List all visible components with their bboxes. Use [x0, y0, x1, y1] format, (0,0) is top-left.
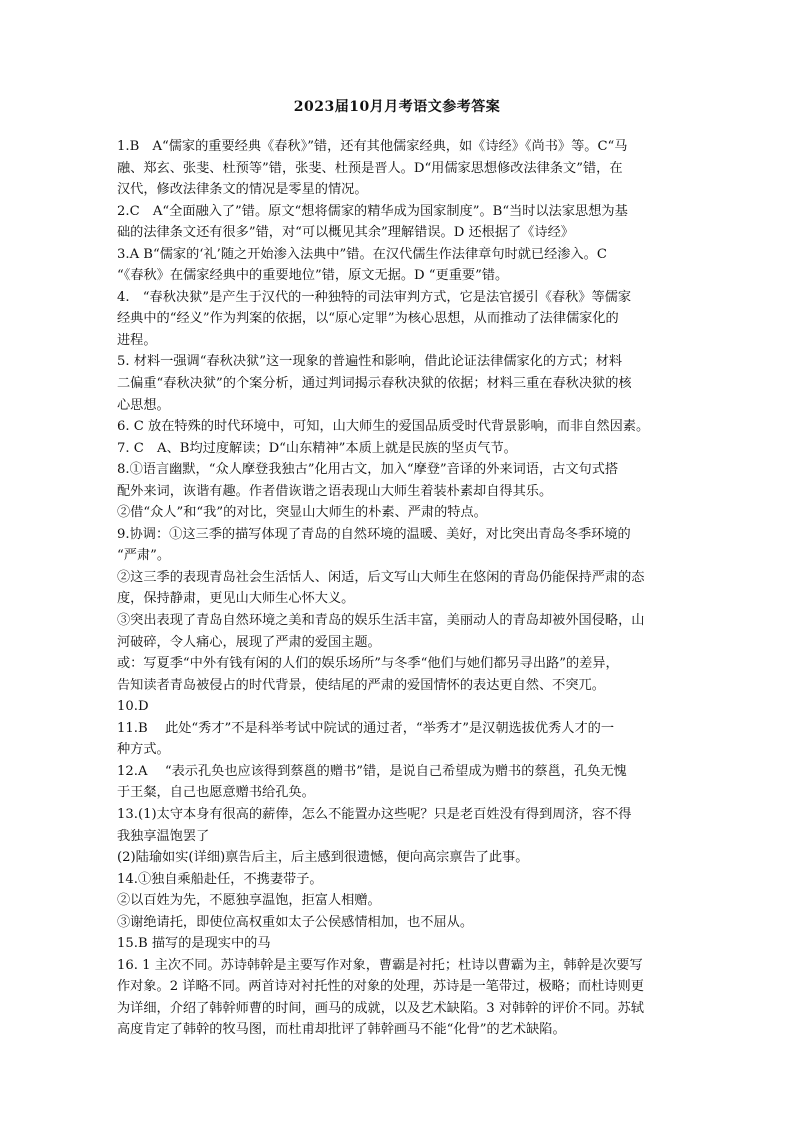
answer-line: 度，保持静肃，更见山大师生心怀大义。: [117, 591, 355, 607]
answer-line: 为详细，介绍了韩幹师曹的时间，画马的成就，以及艺术缺陷。3 对韩幹的评价不同。苏轼: [117, 1000, 644, 1016]
answer-line: ②以百姓为先，不愿独享温饱，拒富人相赠。: [117, 893, 381, 909]
answer-line: 融、郑玄、张斐、杜预等”错，张斐、杜预是晋人。D“用儒家思想修改法律条文”错，在: [117, 160, 623, 176]
answer-line: 配外来词，诙谐有趣。作者借诙谐之语表现山大师生着装朴素却自得其乐。: [117, 483, 553, 499]
answer-line: 础的法律条文还有很多”错，对“可以概见其余”理解错误。D 还根据了《诗经》: [117, 225, 574, 241]
answer-line: 12.A “表示孔奂也应该得到蔡邕的赠书”错，是说自己希望成为赠书的蔡邕，孔奂无愧: [117, 763, 627, 779]
answer-line: 河破碎，令人痛心，展现了严肃的爱国主题。: [117, 634, 381, 650]
answer-line: 1.B A“儒家的重要经典《春秋》”错，还有其他儒家经典，如《诗经》《尚书》等。C“马: [117, 139, 628, 154]
answer-line: 经典中的“经义”作为判案的依据，以“原心定罪”为核心思想，从而推动了法律儒家化的: [117, 311, 619, 327]
answer-line: 高度肯定了韩幹的牧马图，而杜甫却批评了韩幹画马不能“化骨”的艺术缺陷。: [117, 1022, 566, 1038]
answer-line: 二偏重“春秋决狱”的个案分析，通过判词揭示春秋决狱的依据；材料三重在春秋决狱的核: [117, 376, 632, 392]
answer-line: ③突出表现了青岛自然环境之美和青岛的娱乐生活丰富，美丽动人的青岛却被外国侵略，山: [117, 613, 645, 629]
answer-line: 我独享温饱罢了: [117, 828, 210, 844]
answer-line: 8.①语言幽默，“众人摩登我独古”化用古文，加入“摩登”音译的外来词语，古文句式搭: [117, 462, 619, 478]
answer-line: 5. 材料一强调“春秋决狱”这一现象的普遍性和影响，借此论证法律儒家化的方式；材料: [117, 354, 623, 370]
answer-line: 10.D: [117, 699, 149, 715]
answer-line: 汉代，修改法律条文的情况是零星的情况。: [117, 182, 368, 198]
answer-line: 11.B 此处“秀才”不是科举考试中院试的通过者，“举秀才”是汉朝选拔优秀人才的一: [117, 720, 615, 736]
answer-line: 9.协调：①这三季的描写体现了青岛的自然环境的温暖、美好，对比突出青岛冬季环境的: [117, 526, 631, 542]
answer-line: 告知读者青岛被侵占的时代背景，使结尾的严肃的爱国情怀的表达更自然、不突兀。: [117, 677, 605, 693]
answer-line: 于王粲，自己也愿意赠书给孔奂。: [117, 785, 315, 801]
answer-line: 6. C 放在特殊的时代环境中，可知，山大师生的爱国品质受时代背景影响，而非自然因素。: [117, 419, 650, 435]
answer-line: 进程。: [117, 332, 157, 348]
answer-line: 3.A B“儒家的‘礼’随之开始渗入法典中”错。在汉代儒生作法律章句时就已经渗入。C: [117, 246, 607, 262]
answer-line: 14.①独自乘船赴任，不携妻带子。: [117, 871, 323, 887]
answer-line: ②这三季的表现青岛社会生活恬人、闲适，后文写山大师生在悠闲的青岛仍能保持严肃的态: [117, 569, 645, 585]
answer-line: ③谢绝请托，即使位高权重如太子公侯感情相加，也不屈从。: [117, 914, 474, 930]
answer-line: 心思想。: [117, 397, 170, 413]
answer-line: “《春秋》在儒家经典中的重要地位”错，原文无据。D “更重要”错。: [117, 268, 509, 284]
answer-line: “严肃”。: [117, 548, 171, 564]
answer-line: 13.(1)太守本身有很高的薪俸，怎么不能置办这些呢？只是老百姓没有得到周济，容不得: [117, 806, 632, 822]
answer-line: 或：写夏季“中外有钱有闲的人们的娱乐场所”与冬季“他们与她们都另寻出路”的差异，: [117, 656, 619, 672]
answer-line: 4. “春秋决狱”是产生于汉代的一种独特的司法审判方式，它是法官援引《春秋》等儒家: [117, 289, 631, 305]
answer-line: (2)陆瑜如实(详细)禀告后主，后主感到很遗憾，便向高宗禀告了此事。: [117, 850, 529, 866]
answer-body: [117, 136, 683, 1041]
answer-line: 种方式。: [117, 742, 170, 758]
answer-line: ②借“众人”和“我”的对比，突显山大师生的朴素、严肃的特点。: [117, 505, 487, 521]
answer-line: 15.B 描写的是现实中的马: [117, 936, 271, 952]
page-title: 2023届10月月考语文参考答案: [293, 99, 501, 115]
answer-line: 作对象。2 详略不同。两首诗对衬托性的对象的处理，苏诗是一笔带过，极略；而杜诗则更: [117, 979, 644, 995]
answer-line: 7. C A、B均过度解读；D“山东精神”本质上就是民族的坚贞气节。: [117, 440, 517, 456]
answer-line: 2.C A“全面融入了”错。原文“想将儒家的精华成为国家制度”。B“当时以法家思想为基: [117, 203, 628, 219]
answer-line: 16. 1 主次不同。苏诗韩幹是主要写作对象，曹霸是衬托；杜诗以曹霸为主，韩幹是次要写: [117, 957, 643, 973]
